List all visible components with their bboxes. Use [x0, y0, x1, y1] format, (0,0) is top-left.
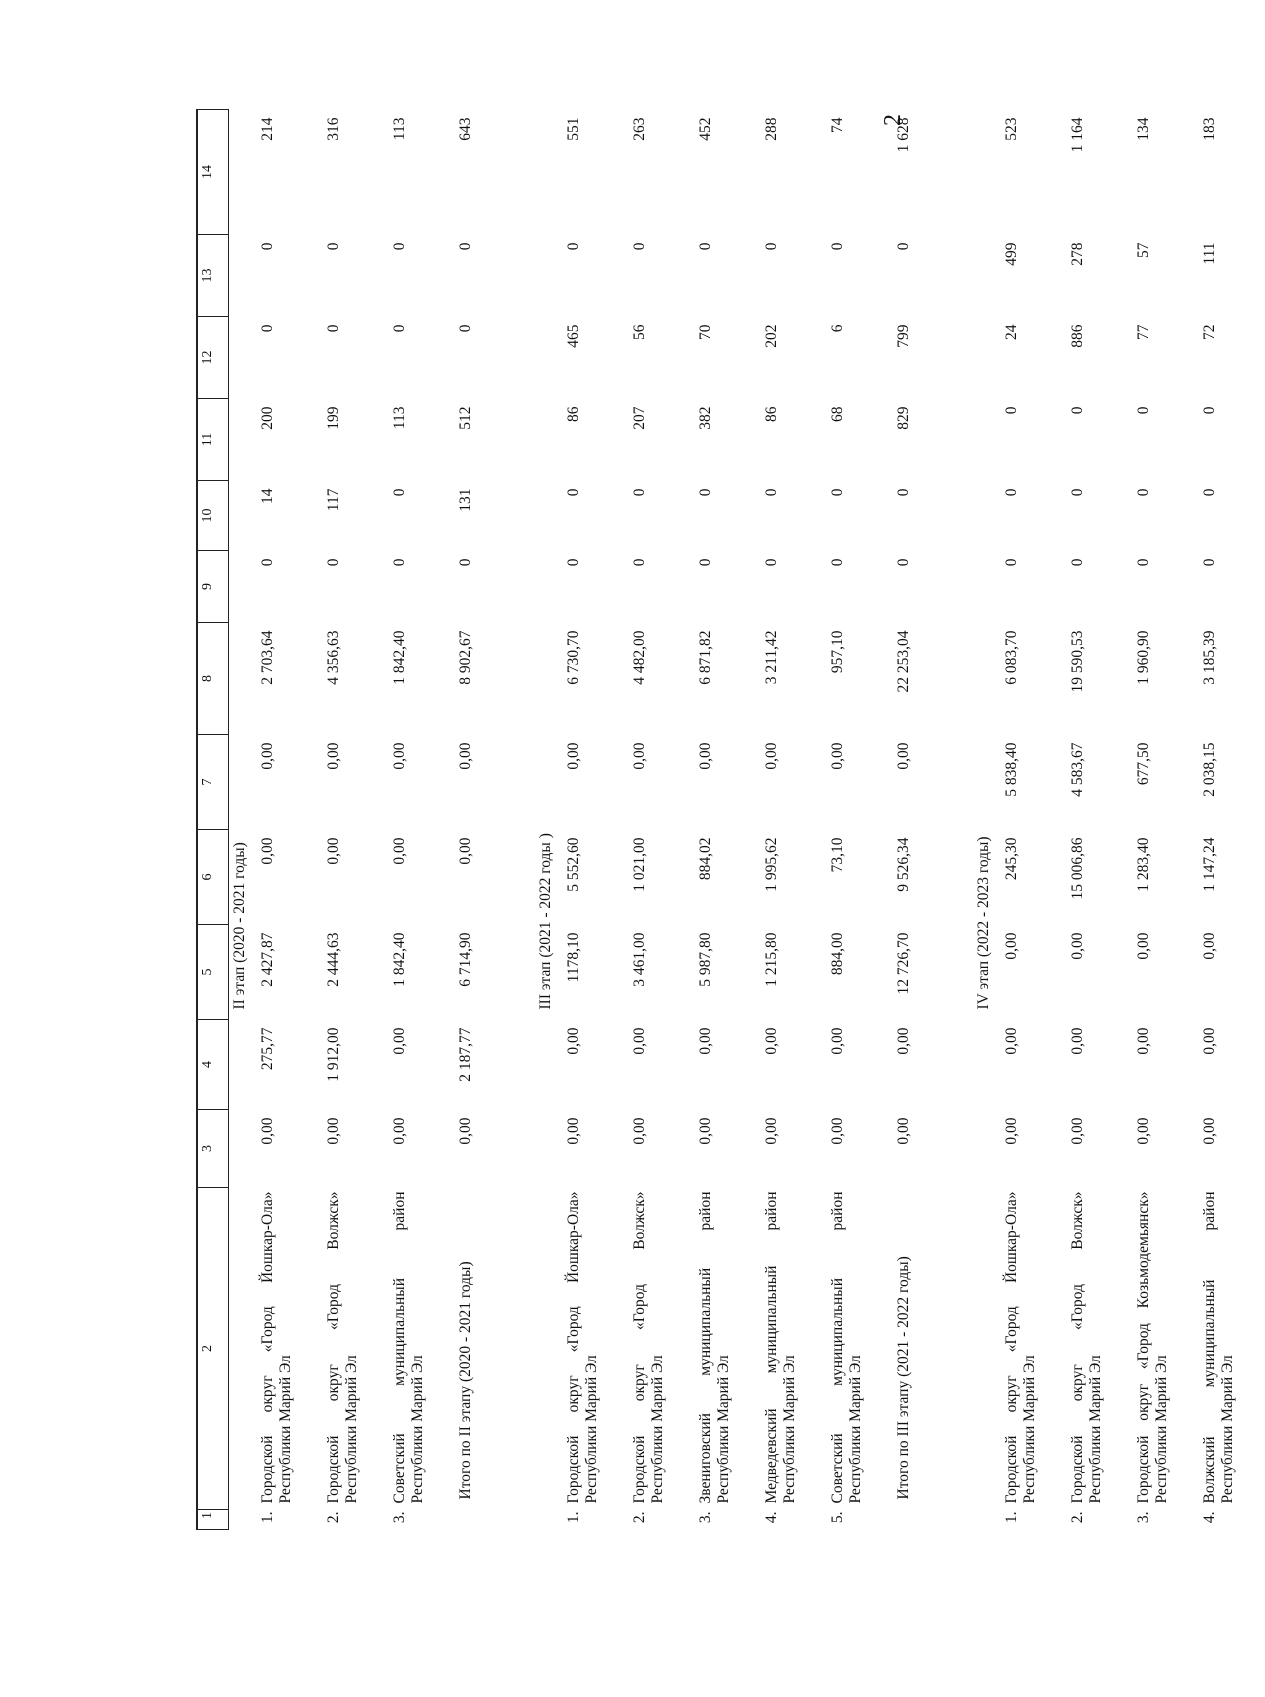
value-cell: 263 — [631, 117, 648, 141]
municipality-region-line: Республики Марий Эл — [781, 1355, 798, 1504]
total-value-cell: 0,00 — [457, 837, 474, 865]
row-number: 1. — [565, 1511, 582, 1524]
value-cell: 0 — [631, 558, 648, 567]
value-cell: 0 — [1003, 558, 1020, 567]
value-cell: 0,00 — [1069, 932, 1086, 960]
table-row — [257, 110, 323, 1530]
municipality-name — [827, 1188, 893, 1510]
value-cell: 4 482,00 — [631, 630, 648, 685]
value-cell: 0 — [391, 558, 408, 567]
value-cell: 4 583,67 — [1069, 742, 1086, 797]
column-number-cell: 12 — [197, 317, 229, 399]
municipality-name — [761, 1188, 827, 1510]
value-cell: 1 842,40 — [391, 932, 408, 987]
value-cell: 1 021,00 — [631, 837, 648, 892]
municipality-name-line: Городской округ «Город Йошкар-Ола» — [259, 1191, 276, 1504]
value-cell: 0,00 — [1135, 1117, 1152, 1145]
value-cell: 117 — [325, 488, 342, 512]
row-number: 1. — [1003, 1511, 1020, 1524]
stage-header-row — [973, 110, 1001, 1530]
value-cell: 0,00 — [1201, 1027, 1218, 1055]
value-cell: 0,00 — [697, 742, 714, 770]
row-number: 2. — [325, 1511, 342, 1524]
value-cell: 0 — [325, 324, 342, 333]
value-cell: 957,10 — [829, 630, 846, 674]
municipality-name — [1133, 1188, 1199, 1510]
value-cell: 200 — [259, 406, 276, 430]
value-cell: 0,00 — [565, 742, 582, 770]
total-value-cell: 0 — [457, 558, 474, 567]
value-cell: 0 — [1201, 406, 1218, 415]
stage-title: II этап (2020 - 2021 годы) — [231, 842, 248, 1010]
column-number-cell: 3 — [197, 1110, 229, 1188]
table-row — [389, 110, 455, 1530]
value-cell: 5 552,60 — [565, 837, 582, 892]
municipality-name-line: Медведевский муниципальный район — [763, 1191, 780, 1504]
page-number: 2 — [880, 114, 906, 126]
row-number: 1. — [259, 1511, 276, 1524]
value-cell: 0,00 — [325, 837, 342, 865]
value-cell: 0 — [631, 488, 648, 497]
total-value-cell: 8 902,67 — [457, 630, 474, 685]
table-body — [197, 110, 1265, 1530]
value-cell: 0,00 — [565, 1027, 582, 1055]
total-label: Итого по II этапу (2020 - 2021 годы) — [457, 1261, 474, 1500]
column-number-cell: 2 — [197, 1188, 229, 1510]
table-row — [629, 110, 695, 1530]
value-cell: 0,00 — [829, 1027, 846, 1055]
value-cell: 0,00 — [1135, 932, 1152, 960]
municipality-name — [563, 1188, 629, 1510]
value-cell: 0 — [259, 558, 276, 567]
value-cell: 183 — [1201, 117, 1218, 141]
column-number-cell: 9 — [197, 551, 229, 623]
value-cell: 0,00 — [259, 837, 276, 865]
value-cell: 551 — [565, 117, 582, 141]
value-cell: 5 987,80 — [697, 932, 714, 987]
row-number: 4. — [763, 1511, 780, 1524]
value-cell: 56 — [631, 324, 648, 340]
value-cell: 24 — [1003, 324, 1020, 340]
total-row — [893, 110, 973, 1530]
municipality-name-line: Звениговский муниципальный район — [697, 1191, 714, 1504]
row-number: 2. — [631, 1511, 648, 1524]
column-number-cell: 7 — [197, 735, 229, 830]
table-row — [1199, 110, 1265, 1530]
value-cell: 677,50 — [1135, 742, 1152, 786]
municipality-name-line: Городской округ «Город Йошкар-Ола» — [565, 1191, 582, 1504]
value-cell: 452 — [697, 117, 714, 141]
value-cell: 2 703,64 — [259, 630, 276, 685]
value-cell: 0 — [1201, 558, 1218, 567]
value-cell: 0,00 — [325, 1117, 342, 1145]
value-cell: 0,00 — [631, 1117, 648, 1145]
table-row — [827, 110, 893, 1530]
value-cell: 6 871,82 — [697, 630, 714, 685]
value-cell: 0 — [391, 242, 408, 251]
value-cell: 0,00 — [829, 1117, 846, 1145]
table-row — [695, 110, 761, 1530]
value-cell: 1 283,40 — [1135, 837, 1152, 892]
value-cell: 1178,10 — [565, 932, 582, 983]
value-cell: 1 912,00 — [325, 1027, 342, 1082]
value-cell: 0,00 — [1003, 1117, 1020, 1145]
value-cell: 74 — [829, 117, 846, 133]
total-value-cell: 0,00 — [457, 742, 474, 770]
total-value-cell: 22 253,04 — [895, 630, 912, 693]
municipality-name-line: Городской округ «Город Козьмодемьянск» — [1135, 1191, 1152, 1504]
total-value-cell: 131 — [457, 488, 474, 512]
value-cell: 199 — [325, 406, 342, 430]
value-cell: 214 — [259, 117, 276, 141]
total-value-cell: 0,00 — [457, 1117, 474, 1145]
municipality-name — [323, 1188, 389, 1510]
municipality-name-line: Городской округ «Город Йошкар-Ола» — [1003, 1191, 1020, 1504]
value-cell: 316 — [325, 117, 342, 141]
value-cell: 465 — [565, 324, 582, 348]
value-cell: 0 — [1003, 406, 1020, 415]
value-cell: 1 960,90 — [1135, 630, 1152, 685]
value-cell: 0 — [1069, 488, 1086, 497]
value-cell: 15 006,86 — [1069, 837, 1086, 900]
table-row — [1067, 110, 1133, 1530]
total-value-cell: 799 — [895, 324, 912, 348]
municipality-region-line: Республики Марий Эл — [277, 1355, 294, 1504]
table-row — [761, 110, 827, 1530]
value-cell: 0,00 — [259, 1117, 276, 1145]
value-cell: 73,10 — [829, 837, 846, 873]
municipality-name-line: Городской округ «Город Волжск» — [1069, 1191, 1086, 1504]
value-cell: 0,00 — [1003, 1027, 1020, 1055]
column-number-cell: 1 — [197, 1510, 229, 1530]
value-cell: 0 — [697, 242, 714, 251]
column-number-cell: 8 — [197, 623, 229, 735]
value-cell: 2 444,63 — [325, 932, 342, 987]
total-value-cell: 2 187,77 — [457, 1027, 474, 1082]
total-value-cell: 512 — [457, 406, 474, 430]
municipality-region-line: Республики Марий Эл — [1219, 1355, 1236, 1504]
total-value-cell: 0 — [895, 488, 912, 497]
value-cell: 0,00 — [697, 1027, 714, 1055]
value-cell: 0 — [259, 324, 276, 333]
value-cell: 86 — [565, 406, 582, 422]
municipality-region-line: Республики Марий Эл — [1087, 1355, 1104, 1504]
value-cell: 134 — [1135, 117, 1152, 141]
municipality-name — [1199, 1188, 1265, 1510]
value-cell: 6 — [829, 324, 846, 333]
stage-header-row — [535, 110, 563, 1530]
value-cell: 68 — [829, 406, 846, 422]
value-cell: 70 — [697, 324, 714, 340]
row-number: 3. — [697, 1511, 714, 1524]
value-cell: 2 038,15 — [1201, 742, 1218, 797]
rotated-table-container — [196, 110, 1236, 1530]
value-cell: 499 — [1003, 242, 1020, 266]
value-cell: 0,00 — [829, 742, 846, 770]
value-cell: 72 — [1201, 324, 1218, 340]
value-cell: 0 — [391, 488, 408, 497]
value-cell: 3 461,00 — [631, 932, 648, 987]
value-cell: 288 — [763, 117, 780, 141]
value-cell: 3 211,42 — [763, 630, 780, 685]
value-cell: 0 — [565, 558, 582, 567]
total-value-cell: 0 — [895, 242, 912, 251]
value-cell: 0,00 — [631, 1027, 648, 1055]
value-cell: 0,00 — [1135, 1027, 1152, 1055]
value-cell: 0 — [259, 242, 276, 251]
value-cell: 3 185,39 — [1201, 630, 1218, 685]
value-cell: 382 — [697, 406, 714, 430]
value-cell: 86 — [763, 406, 780, 422]
value-cell: 275,77 — [259, 1027, 276, 1071]
row-number: 2. — [1069, 1511, 1086, 1524]
total-value-cell: 0 — [895, 558, 912, 567]
value-cell: 0,00 — [1069, 1027, 1086, 1055]
value-cell: 1 164 — [1069, 117, 1086, 153]
municipality-region-line: Республики Марий Эл — [409, 1355, 426, 1504]
value-cell: 0 — [763, 242, 780, 251]
municipality-name-line: Городской округ «Город Волжск» — [631, 1191, 648, 1504]
column-number-cell: 11 — [197, 399, 229, 481]
column-number-row — [197, 110, 229, 1530]
municipality-region-line: Республики Марий Эл — [715, 1355, 732, 1504]
value-cell: 0,00 — [763, 1027, 780, 1055]
municipality-name — [1001, 1188, 1067, 1510]
value-cell: 0 — [1069, 558, 1086, 567]
municipality-name-line: Городской округ «Город Волжск» — [325, 1191, 342, 1504]
table-row — [1001, 110, 1067, 1530]
value-cell: 0 — [565, 242, 582, 251]
total-label: Итого по III этапу (2021 - 2022 годы) — [895, 1256, 912, 1500]
column-number-cell: 13 — [197, 235, 229, 317]
value-cell: 0 — [829, 242, 846, 251]
municipality-name-line: Советский муниципальный район — [391, 1191, 408, 1504]
value-cell: 278 — [1069, 242, 1086, 266]
value-cell: 1 215,80 — [763, 932, 780, 987]
value-cell: 0,00 — [1201, 932, 1218, 960]
value-cell: 4 356,63 — [325, 630, 342, 685]
value-cell: 0 — [829, 488, 846, 497]
value-cell: 0 — [829, 558, 846, 567]
value-cell: 5 838,40 — [1003, 742, 1020, 797]
value-cell: 113 — [391, 406, 408, 430]
value-cell: 0,00 — [391, 837, 408, 865]
value-cell: 884,02 — [697, 837, 714, 881]
value-cell: 0 — [565, 488, 582, 497]
data-table — [196, 109, 1265, 1530]
table-row — [323, 110, 389, 1530]
table-row — [563, 110, 629, 1530]
column-number-cell: 4 — [197, 1020, 229, 1110]
municipality-name — [629, 1188, 695, 1510]
value-cell: 0 — [391, 324, 408, 333]
value-cell: 0,00 — [763, 742, 780, 770]
total-value-cell: 0,00 — [895, 1117, 912, 1145]
value-cell: 113 — [391, 117, 408, 141]
value-cell: 14 — [259, 488, 276, 504]
value-cell: 0,00 — [391, 1027, 408, 1055]
total-value-cell: 6 714,90 — [457, 932, 474, 987]
municipality-name — [257, 1188, 323, 1510]
value-cell: 111 — [1201, 242, 1218, 265]
stage-title: III этап (2021 - 2022 годы ) — [537, 833, 554, 1010]
value-cell: 202 — [763, 324, 780, 348]
value-cell: 0 — [1003, 488, 1020, 497]
value-cell: 0 — [697, 558, 714, 567]
value-cell: 0 — [325, 558, 342, 567]
row-number: 3. — [1135, 1511, 1152, 1524]
value-cell: 0 — [1069, 406, 1086, 415]
total-row — [455, 110, 535, 1530]
value-cell: 19 590,53 — [1069, 630, 1086, 693]
municipality-region-line: Республики Марий Эл — [343, 1355, 360, 1504]
total-value-cell: 12 726,70 — [895, 932, 912, 995]
value-cell: 1 147,24 — [1201, 837, 1218, 892]
total-value-cell: 0 — [457, 242, 474, 251]
value-cell: 0,00 — [697, 1117, 714, 1145]
value-cell: 0 — [1135, 488, 1152, 497]
value-cell: 0,00 — [1003, 932, 1020, 960]
total-value-cell: 643 — [457, 117, 474, 141]
municipality-name — [695, 1188, 761, 1510]
column-number-cell: 10 — [197, 481, 229, 551]
value-cell: 0,00 — [325, 742, 342, 770]
municipality-region-line: Республики Марий Эл — [847, 1355, 864, 1504]
value-cell: 245,30 — [1003, 837, 1020, 881]
value-cell: 1 995,62 — [763, 837, 780, 892]
municipality-region-line: Республики Марий Эл — [583, 1355, 600, 1504]
column-number-cell: 5 — [197, 925, 229, 1020]
total-value-cell: 1 628 — [895, 117, 912, 153]
table-row — [1133, 110, 1199, 1530]
value-cell: 1 842,40 — [391, 630, 408, 685]
stage-header-row — [229, 110, 258, 1530]
value-cell: 884,00 — [829, 932, 846, 976]
municipality-region-line: Республики Марий Эл — [1021, 1355, 1038, 1504]
municipality-region-line: Республики Марий Эл — [1153, 1355, 1170, 1504]
value-cell: 77 — [1135, 324, 1152, 340]
value-cell: 0 — [1201, 488, 1218, 497]
total-value-cell: 0,00 — [895, 742, 912, 770]
total-value-cell: 829 — [895, 406, 912, 430]
value-cell: 0,00 — [565, 1117, 582, 1145]
total-value-cell: 0,00 — [895, 1027, 912, 1055]
row-number: 4. — [1201, 1511, 1218, 1524]
value-cell: 0,00 — [1069, 1117, 1086, 1145]
municipality-name — [389, 1188, 455, 1510]
municipality-region-line: Республики Марий Эл — [649, 1355, 666, 1504]
value-cell: 0 — [1135, 558, 1152, 567]
stage-title: IV этап (2022 - 2023 годы) — [975, 836, 992, 1010]
value-cell: 0,00 — [259, 742, 276, 770]
value-cell: 0 — [763, 558, 780, 567]
value-cell: 0 — [697, 488, 714, 497]
value-cell: 207 — [631, 406, 648, 430]
value-cell: 0,00 — [631, 742, 648, 770]
column-number-cell: 14 — [197, 110, 229, 235]
municipality-name-line: Волжский муниципальный район — [1201, 1191, 1218, 1504]
value-cell: 0,00 — [763, 1117, 780, 1145]
value-cell: 0 — [1135, 406, 1152, 415]
value-cell: 6 730,70 — [565, 630, 582, 685]
value-cell: 57 — [1135, 242, 1152, 258]
value-cell: 0,00 — [391, 1117, 408, 1145]
row-number: 5. — [829, 1511, 846, 1524]
value-cell: 0 — [325, 242, 342, 251]
total-value-cell: 9 526,34 — [895, 837, 912, 892]
value-cell: 6 083,70 — [1003, 630, 1020, 685]
value-cell: 0 — [631, 242, 648, 251]
value-cell: 0,00 — [391, 742, 408, 770]
municipality-name — [1067, 1188, 1133, 1510]
column-number-cell: 6 — [197, 830, 229, 925]
value-cell: 0,00 — [1201, 1117, 1218, 1145]
value-cell: 2 427,87 — [259, 932, 276, 987]
value-cell: 886 — [1069, 324, 1086, 348]
value-cell: 0 — [763, 488, 780, 497]
municipality-name-line: Советский муниципальный район — [829, 1191, 846, 1504]
value-cell: 523 — [1003, 117, 1020, 141]
row-number: 3. — [391, 1511, 408, 1524]
total-value-cell: 0 — [457, 324, 474, 333]
